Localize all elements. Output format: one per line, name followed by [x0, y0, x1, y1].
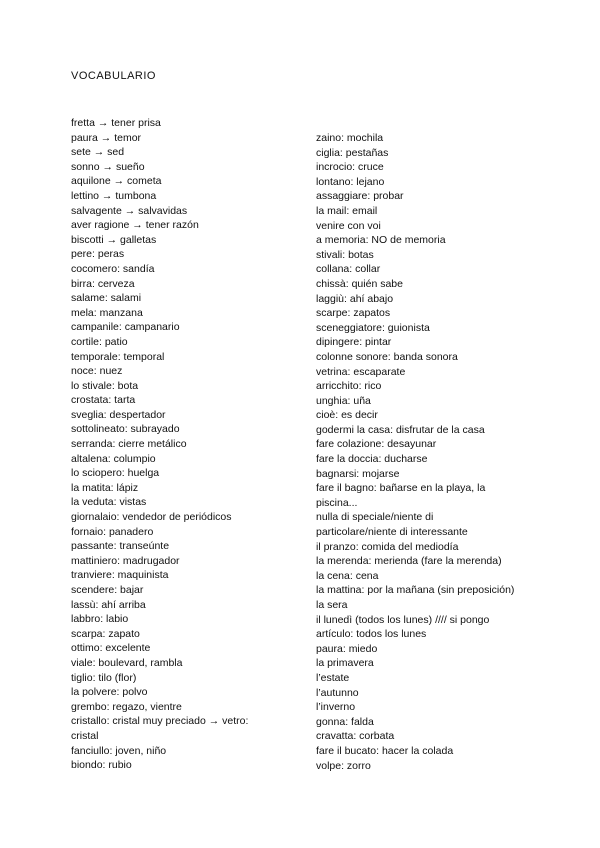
vocabulary-entry: lontano: lejano [316, 175, 385, 188]
vocabulary-entry: il pranzo: comida del mediodía [316, 540, 459, 553]
vocabulary-entry: altalena: columpio [71, 452, 156, 465]
vocabulary-entry: birra: cerveza [71, 277, 135, 290]
vocabulary-entry: dipingere: pintar [316, 336, 392, 349]
vocabulary-entry: labbro: labio [71, 613, 129, 626]
vocabulary-entry: l’inverno [316, 701, 356, 714]
vocabulary-entry: la mattina: por la mañana (sin preposición) [316, 584, 515, 597]
vocabulary-entry: aquilone → cometa [71, 175, 162, 188]
vocabulary-entry: arricchito: rico [316, 380, 382, 393]
vocabulary-entry: salvagente → salvavidas [71, 204, 188, 217]
vocabulary-entry: piscina... [316, 496, 358, 509]
vocabulary-entry: scendere: bajar [71, 584, 144, 596]
page-title: VOCABULARIO [71, 70, 156, 82]
vocabulary-entry: cristal [71, 729, 99, 742]
vocabulary-entry: salame: salami [71, 292, 142, 305]
vocabulary-entry: godermi la casa: disfrutar de la casa [316, 423, 485, 436]
vocabulary-entry: fare il bucato: hacer la colada [316, 744, 454, 757]
vocabulary-entry: la cena: cena [316, 569, 379, 582]
vocabulary-entry: fare la doccia: ducharse [316, 453, 428, 466]
vocabulary-entry: fretta → tener prisa [71, 117, 161, 129]
vocabulary-entry: la veduta: vistas [71, 496, 147, 509]
vocabulary-entry: zaino: mochila [316, 132, 384, 144]
vocabulary-entry: mela: manzana [71, 306, 143, 319]
vocabulary-entry: campanile: campanario [71, 321, 180, 334]
vocabulary-right-column [316, 131, 586, 773]
vocabulary-entry: scarpa: zapato [71, 627, 140, 640]
vocabulary-entry: l’autunno [316, 686, 359, 699]
vocabulary-entry: a memoria: NO de memoria [316, 234, 446, 247]
vocabulary-entry: particolare/niente di interessante [316, 526, 468, 539]
vocabulary-entry: volpe: zorro [316, 759, 371, 772]
vocabulary-entry: collana: collar [316, 263, 381, 276]
vocabulary-entry: cocomero: sandía [71, 262, 155, 275]
vocabulary-entry: biscotti → galletas [71, 233, 157, 246]
vocabulary-entry: ciglia: pestañas [316, 146, 389, 159]
vocabulary-entry: temporale: temporal [71, 350, 165, 363]
vocabulary-entry: aver ragione → tener razón [71, 219, 199, 232]
vocabulary-entry: sonno → sueño [71, 160, 145, 173]
vocabulary-entry: tiglio: tilo (flor) [71, 671, 137, 684]
vocabulary-entry: cortile: patio [71, 335, 128, 348]
vocabulary-entry: viale: boulevard, rambla [71, 656, 183, 669]
vocabulary-entry: biondo: rubio [71, 759, 132, 772]
vocabulary-entry: la sera [316, 599, 348, 611]
vocabulary-entry: giornalaio: vendedor de periódicos [71, 511, 232, 524]
vocabulary-entry: grembo: regazo, vientre [71, 700, 182, 713]
vocabulary-entry: sceneggiatore: guionista [316, 321, 430, 334]
vocabulary-entry: chissà: quién sabe [316, 277, 403, 290]
vocabulary-entry: la mail: email [316, 204, 378, 217]
vocabulary-entry: stivali: botas [316, 248, 374, 261]
vocabulary-entry: serranda: cierre metálico [71, 438, 187, 451]
vocabulary-entry: fare il bagno: bañarse en la playa, la [316, 482, 486, 495]
vocabulary-entry: colonne sonore: banda sonora [316, 350, 458, 363]
vocabulary-entry: il lunedì (todos los lunes) //// si pongo [316, 613, 490, 626]
vocabulary-entry: nulla di speciale/niente di [316, 511, 434, 524]
vocabulary-entry: ottimo: excelente [71, 642, 151, 655]
vocabulary-entry: sottolineato: subrayado [71, 423, 180, 436]
vocabulary-left-column [71, 116, 297, 773]
vocabulary-entry: laggiù: ahí abajo [316, 292, 394, 305]
vocabulary-entry: noce: nuez [71, 365, 123, 378]
vocabulary-entry: cioè: es decir [316, 409, 378, 422]
vocabulary-entry: unghia: uña [316, 394, 371, 407]
vocabulary-entry: pere: peras [71, 248, 125, 261]
vocabulary-entry: gonna: falda [316, 715, 374, 728]
vocabulary-entry: fornaio: panadero [71, 525, 154, 538]
vocabulary-entry: assaggiare: probar [316, 190, 404, 203]
vocabulary-entry: fanciullo: joven, niño [71, 744, 167, 757]
vocabulary-entry: vetrina: escaparate [316, 365, 406, 378]
vocabulary-entry: passante: transeúnte [71, 540, 170, 553]
vocabulary-entry: bagnarsi: mojarse [316, 467, 400, 480]
vocabulary-entry: la polvere: polvo [71, 686, 148, 699]
vocabulary-entry: lassù: ahí arriba [71, 598, 146, 611]
vocabulary-entry: cravatta: corbata [316, 730, 395, 743]
vocabulary-entry: la matita: lápiz [71, 481, 139, 494]
vocabulary-entry: tranviere: maquinista [71, 569, 169, 582]
vocabulary-entry: la primavera [316, 657, 374, 670]
vocabulary-entry: sveglia: despertador [71, 408, 166, 421]
vocabulary-entry: lo sciopero: huelga [71, 467, 160, 480]
vocabulary-entry: lettino → tumbona [71, 189, 157, 202]
vocabulary-entry: l’estate [316, 671, 350, 684]
vocabulary-entry: sete → sed [71, 146, 125, 159]
vocabulary-entry: scarpe: zapatos [316, 307, 391, 320]
vocabulary-entry: venire con voi [316, 219, 381, 232]
vocabulary-entry: mattiniero: madrugador [71, 554, 180, 567]
vocabulary-entry: cristallo: cristal muy preciado → vetro: [71, 715, 249, 728]
vocabulary-entry: fare colazione: desayunar [316, 438, 437, 451]
vocabulary-entry: incrocio: cruce [316, 161, 384, 174]
vocabulary-entry: crostata: tarta [71, 394, 136, 407]
vocabulary-entry: paura → temor [71, 131, 142, 144]
vocabulary-entry: paura: miedo [316, 642, 378, 655]
vocabulary-entry: la merenda: merienda (fare la merenda) [316, 555, 502, 568]
vocabulary-entry: artículo: todos los lunes [316, 628, 427, 641]
vocabulary-entry: lo stivale: bota [71, 379, 139, 392]
